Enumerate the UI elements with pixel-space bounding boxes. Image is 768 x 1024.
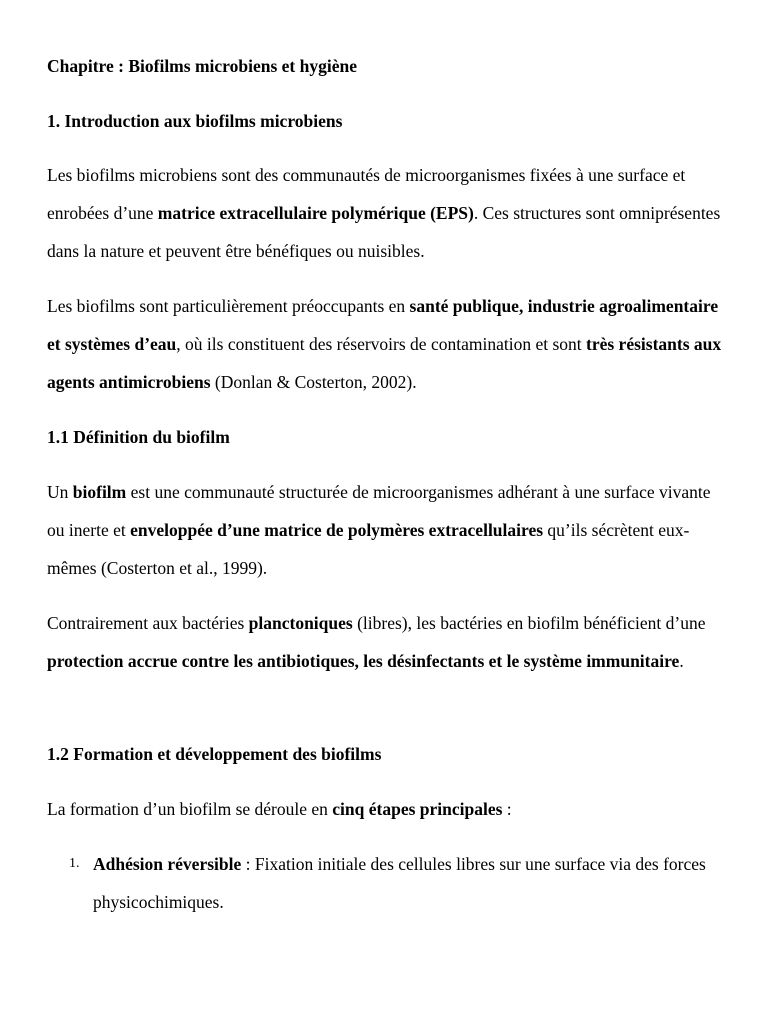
bold-term: planctoniques <box>248 613 353 633</box>
bold-term: protection accrue contre les antibiotiques, les désinfectants et le système immunitaire <box>47 651 680 671</box>
section-1-heading: 1. Introduction aux biofilms microbiens <box>47 111 343 131</box>
list-item-text: : Fixation initiale des cellules libres sur une surface via des forces physicochimiques. <box>93 854 706 912</box>
text-run: (Donlan & Costerton, 2002). <box>210 372 417 392</box>
chapter-title: Chapitre : Biofilms microbiens et hygiène <box>47 56 357 76</box>
bold-term: cinq étapes principales <box>332 799 503 819</box>
text-run: La formation d’un biofilm se déroule en <box>47 799 333 819</box>
section-1-2-paragraph-1 <box>47 790 727 828</box>
text-run: : <box>502 799 512 819</box>
bold-term: enveloppée d’une matrice de polymères extracellulaires <box>130 520 544 540</box>
text-run: Les biofilms sont particulièrement préoccupants en <box>47 296 410 316</box>
text-run: . <box>679 651 684 671</box>
list-item-body <box>93 845 727 921</box>
text-run: Un <box>47 482 73 502</box>
text-run: qu’ils sécrètent eux-mêmes (Costerton et al., 1999). <box>47 520 690 578</box>
section-1-2-heading: 1.2 Formation et développement des biofilms <box>47 744 382 764</box>
text-run: . Ces structures sont omniprésentes dans la nature et peuvent être bénéfiques ou nuisibles. <box>47 203 721 261</box>
bold-term: biofilm <box>72 482 127 502</box>
bold-term: santé publique, industrie agroalimentaire et systèmes d’eau <box>47 296 719 354</box>
text-run: (libres), les bactéries en biofilm bénéficient d’une <box>352 613 706 633</box>
section-1-paragraph-2 <box>47 287 727 401</box>
text-run: Contrairement aux bactéries <box>47 613 249 633</box>
bold-term: très résistants aux agents antimicrobiens <box>47 334 722 392</box>
list-item-number: 1. <box>69 856 80 871</box>
list-item-title: Adhésion réversible <box>93 854 242 874</box>
section-1-1-heading: 1.1 Définition du biofilm <box>47 427 230 447</box>
section-1-paragraph-1 <box>47 156 727 270</box>
section-1-1-paragraph-2 <box>47 604 727 680</box>
text-run: , où ils constituent des réservoirs de contamination et sont <box>176 334 586 354</box>
list-item <box>47 845 727 921</box>
text-run: est une communauté structurée de microorganismes adhérant à une surface vivante ou inerte et <box>47 482 711 540</box>
bold-term: matrice extracellulaire polymérique (EPS) <box>157 203 474 223</box>
text-run: Les biofilms microbiens sont des communautés de microorganismes fixées à une surface et enrobées d’une <box>47 165 686 223</box>
section-1-1-paragraph-1 <box>47 473 727 587</box>
